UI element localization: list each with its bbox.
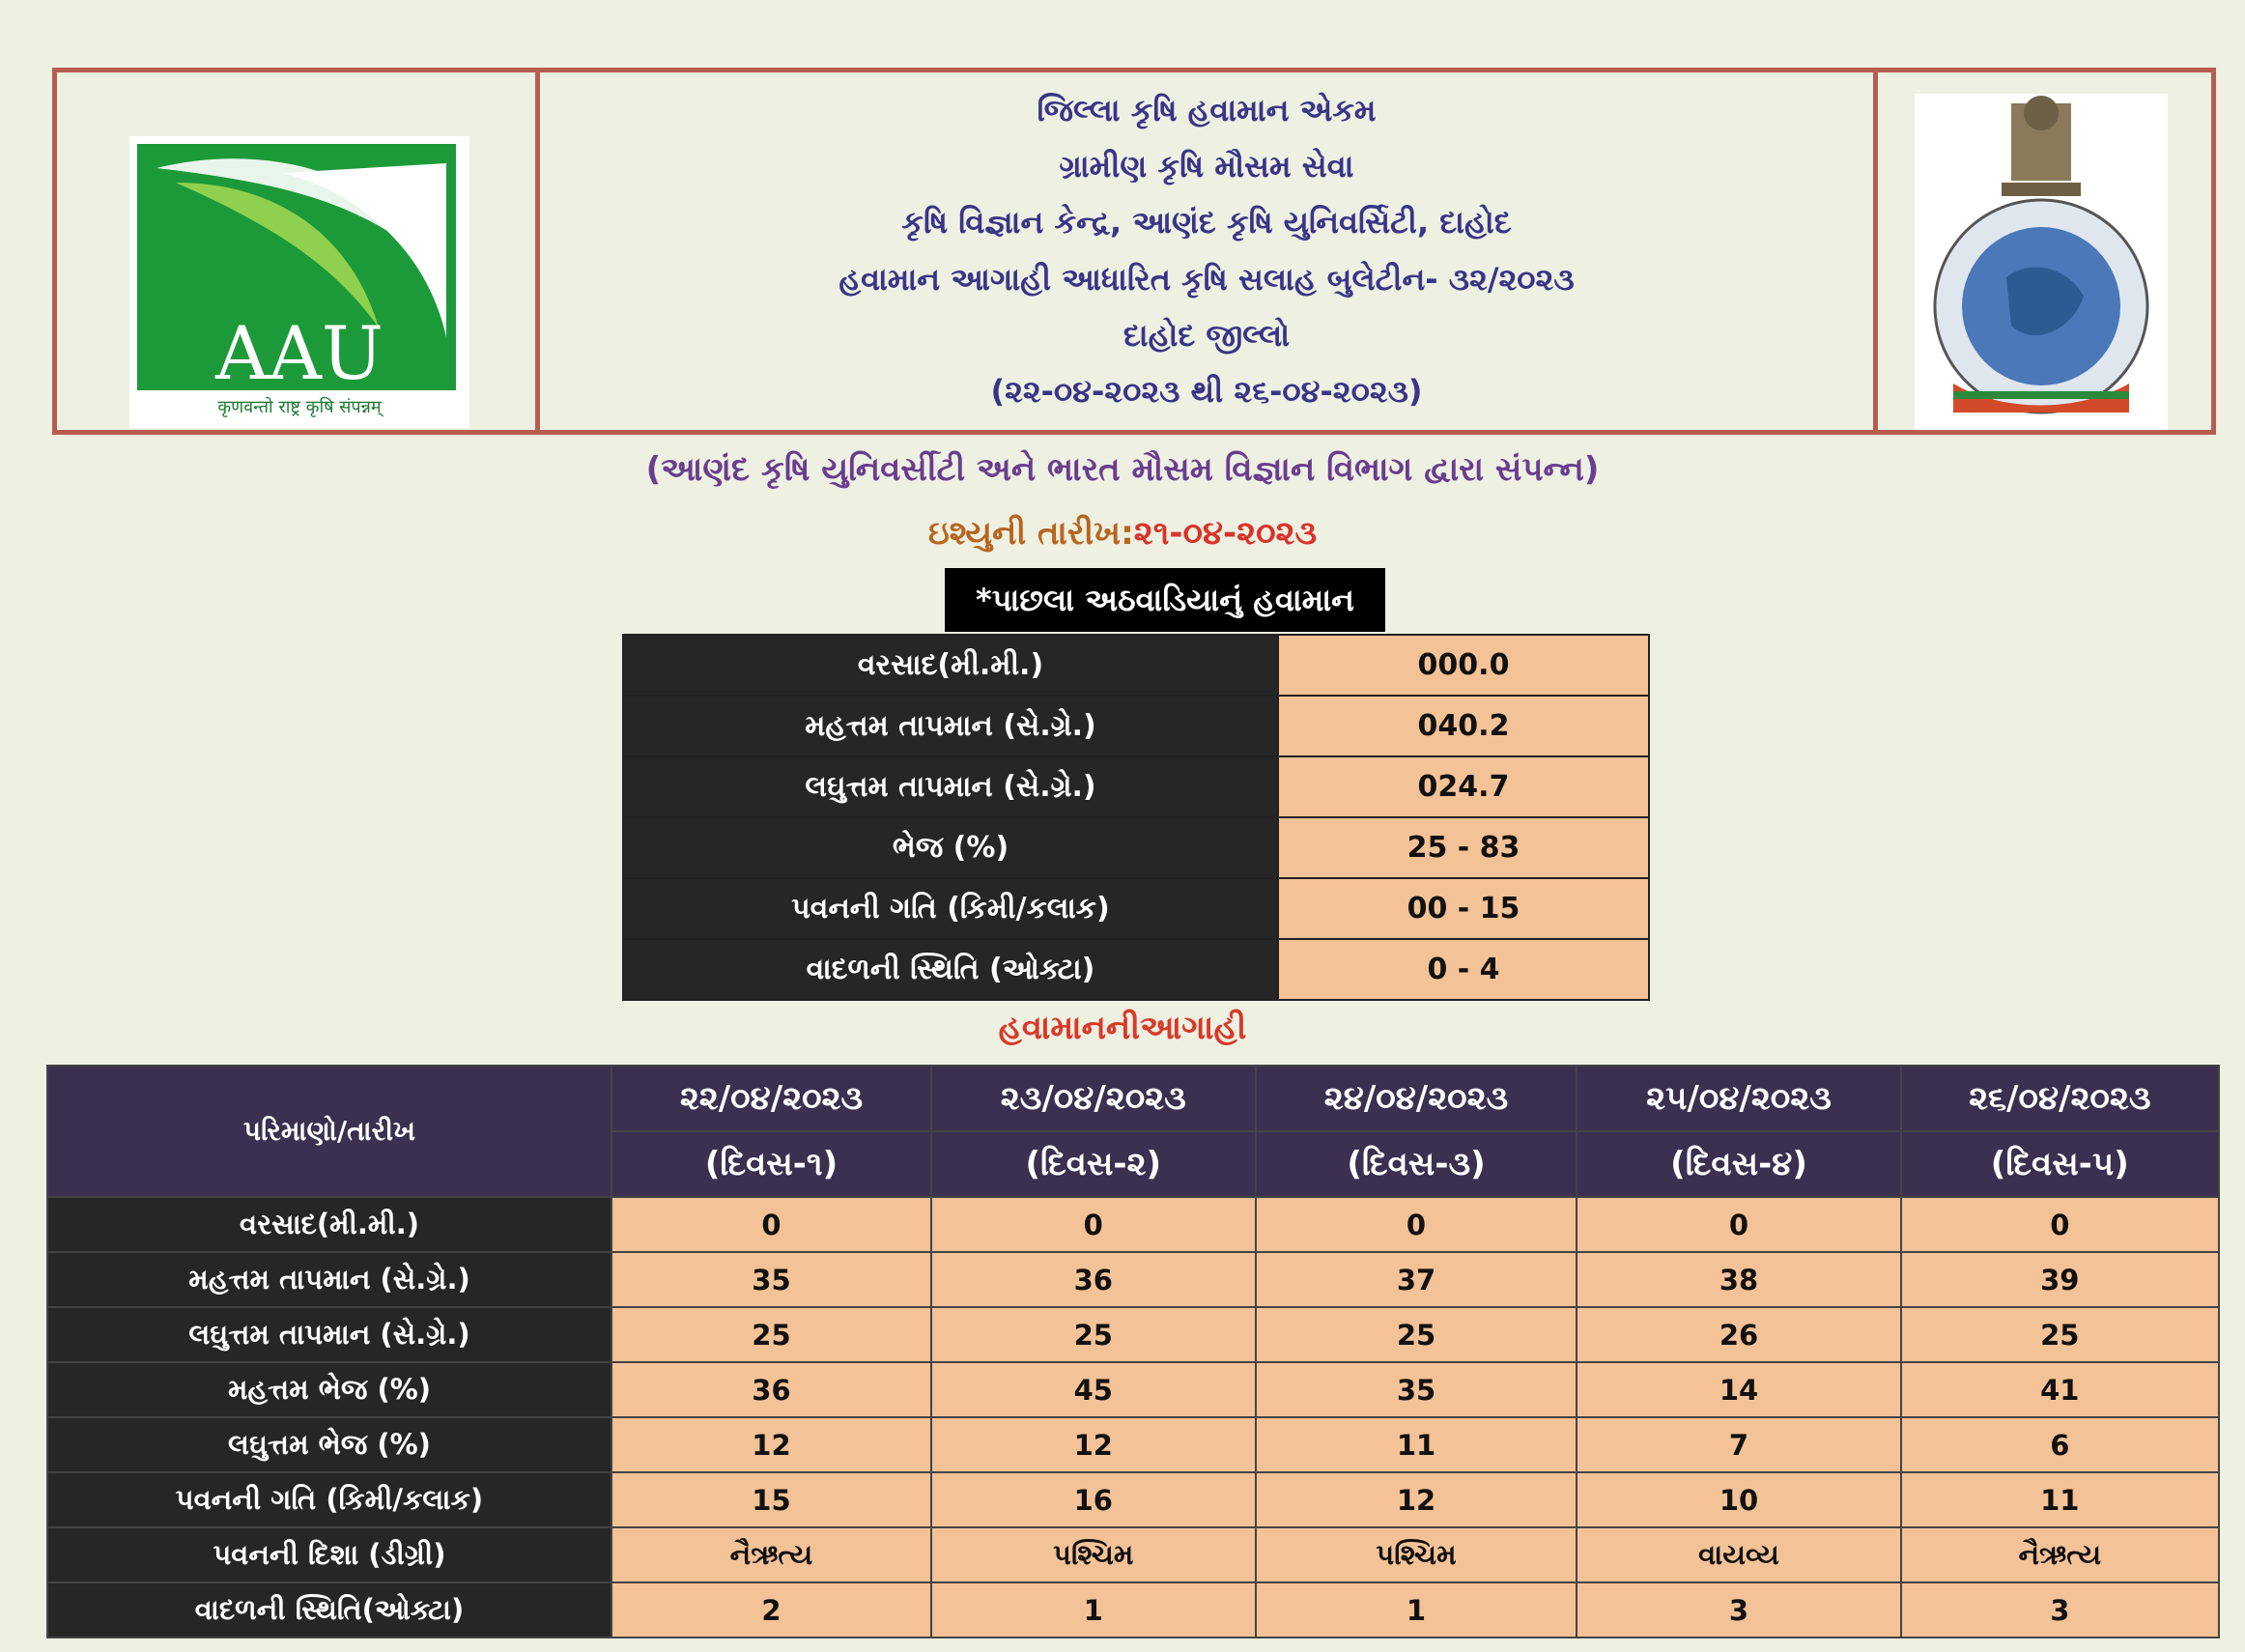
- forecast-cell: નૈઋત્ય: [611, 1527, 931, 1582]
- aau-logo: [129, 136, 469, 428]
- forecast-cell: 3: [1577, 1582, 1900, 1638]
- forecast-cell: 16: [931, 1472, 1256, 1527]
- collaboration-subtitle: (આણંદ કૃષિ યુનિવર્સીટી અને ભારત મૌસમ વિજ્ઞાન વિભાગ દ્વારા સંપન્ન): [645, 450, 1600, 489]
- forecast-day-2: (દિવસ-૨): [931, 1131, 1256, 1197]
- past-week-value: 040.2: [1278, 696, 1649, 756]
- forecast-cell: વાયવ્ય: [1577, 1527, 1900, 1582]
- forecast-day-4: (દિવસ-૪): [1577, 1131, 1900, 1197]
- header-line-4: હવામાન આગાહી આધારિત કૃષિ સલાહ બુલેટીન- ૩૨/૨૦૨૩: [838, 260, 1575, 298]
- forecast-cell: 15: [611, 1472, 931, 1527]
- forecast-cell: 25: [1256, 1307, 1577, 1362]
- forecast-day-3: (દિવસ-૩): [1256, 1131, 1577, 1197]
- header-left-cell: [57, 72, 540, 430]
- header-line-5: દાહોદ જીલ્લો: [1122, 316, 1291, 354]
- past-week-label: મહત્તમ તાપમાન (સે.ગ્રે.): [623, 696, 1278, 756]
- forecast-cell: 0: [1901, 1197, 2219, 1252]
- forecast-cell: 0: [611, 1197, 931, 1252]
- forecast-row: [47, 1362, 2219, 1417]
- imd-logo: [1915, 94, 2168, 430]
- forecast-cell: 41: [1901, 1362, 2219, 1417]
- forecast-cell: 12: [1256, 1472, 1577, 1527]
- forecast-param-label: મહત્તમ તાપમાન (સે.ગ્રે.): [47, 1252, 611, 1307]
- forecast-cell: 25: [931, 1307, 1256, 1362]
- past-week-value: 00 - 15: [1278, 878, 1649, 939]
- forecast-param-label: પવનની દિશા (ડીગ્રી): [47, 1527, 611, 1582]
- past-week-value: 000.0: [1278, 635, 1649, 696]
- forecast-cell: 1: [1256, 1582, 1577, 1638]
- imd-emblem-icon: [1915, 94, 2168, 430]
- forecast-cell: પશ્ચિમ: [931, 1527, 1256, 1582]
- forecast-cell: 35: [1256, 1362, 1577, 1417]
- forecast-row: [47, 1582, 2219, 1638]
- past-week-row: [623, 696, 1649, 756]
- forecast-cell: 38: [1577, 1252, 1900, 1307]
- aau-logo-motto: कृणवन्तो राष्ट्र कृषि संपन्नम्: [217, 397, 382, 417]
- past-week-row: [623, 939, 1649, 1000]
- header-line-2: ગ્રામીણ કૃષિ મૌસમ સેવા: [1059, 147, 1354, 185]
- aau-logo-text: AAU: [215, 310, 384, 396]
- forecast-day-1: (દિવસ-૧): [611, 1131, 931, 1197]
- forecast-cell: 10: [1577, 1472, 1900, 1527]
- forecast-row: [47, 1417, 2219, 1472]
- forecast-row: [47, 1307, 2219, 1362]
- forecast-cell: 2: [611, 1582, 931, 1638]
- forecast-date-3: ૨૪/૦૪/૨૦૨૩: [1256, 1066, 1577, 1131]
- forecast-cell: 25: [1901, 1307, 2219, 1362]
- forecast-cell: 37: [1256, 1252, 1577, 1307]
- forecast-cell: 35: [611, 1252, 931, 1307]
- forecast-param-label: વરસાદ(મી.મી.): [47, 1197, 611, 1252]
- header-line-3: કૃષિ વિજ્ઞાન કેન્દ્ર, આણંદ કૃષિ યુનિવર્સિટી, દાહોદ: [901, 204, 1512, 242]
- past-week-value: 25 - 83: [1278, 817, 1649, 878]
- forecast-day-5: (દિવસ-૫): [1901, 1131, 2219, 1197]
- header-line-6: (૨૨-૦૪-૨૦૨૩ થી ૨૬-૦૪-૨૦૨૩): [990, 373, 1423, 411]
- forecast-cell: 26: [1577, 1307, 1900, 1362]
- forecast-date-1: ૨૨/૦૪/૨૦૨૩: [611, 1066, 931, 1131]
- forecast-cell: 0: [1256, 1197, 1577, 1252]
- forecast-cell: 25: [611, 1307, 931, 1362]
- issue-date-value: ૨૧-૦૪-૨૦૨૩: [1133, 514, 1318, 553]
- forecast-row: [47, 1527, 2219, 1582]
- past-week-row: [623, 878, 1649, 939]
- forecast-date-5: ૨૬/૦૪/૨૦૨૩: [1901, 1066, 2219, 1131]
- past-week-row: [623, 756, 1649, 817]
- forecast-cell: 3: [1901, 1582, 2219, 1638]
- forecast-param-label: લઘુત્તમ ભેજ (%): [47, 1417, 611, 1472]
- forecast-cell: 39: [1901, 1252, 2219, 1307]
- past-week-value: 0 - 4: [1278, 939, 1649, 1000]
- header-right-cell: [1873, 72, 2211, 430]
- forecast-cell: 1: [931, 1582, 1256, 1638]
- header-title-block: [540, 72, 1873, 430]
- past-week-label: ભેજ (%): [623, 817, 1278, 878]
- forecast-table: [46, 1065, 2220, 1638]
- forecast-date-row: [47, 1066, 2219, 1131]
- forecast-cell: પશ્ચિમ: [1256, 1527, 1577, 1582]
- forecast-param-label: પવનની ગતિ (કિમી/કલાક): [47, 1472, 611, 1527]
- past-week-table: [622, 634, 1650, 1001]
- forecast-cell: 6: [1901, 1417, 2219, 1472]
- forecast-cell: 11: [1256, 1417, 1577, 1472]
- forecast-cell: 11: [1901, 1472, 2219, 1527]
- forecast-cell: 14: [1577, 1362, 1900, 1417]
- forecast-cell: 45: [931, 1362, 1256, 1417]
- forecast-param-label: લઘુત્તમ તાપમાન (સે.ગ્રે.): [47, 1307, 611, 1362]
- past-week-value: 024.7: [1278, 756, 1649, 817]
- forecast-row: [47, 1197, 2219, 1252]
- forecast-title: હવામાનનીઆગાહી: [998, 1009, 1247, 1047]
- forecast-cell: 0: [931, 1197, 1256, 1252]
- forecast-cell: 36: [931, 1252, 1256, 1307]
- past-week-label: લઘુત્તમ તાપમાન (સે.ગ્રે.): [623, 756, 1278, 817]
- forecast-row: [47, 1472, 2219, 1527]
- forecast-param-label: મહત્તમ ભેજ (%): [47, 1362, 611, 1417]
- forecast-row: [47, 1252, 2219, 1307]
- forecast-date-4: ૨૫/૦૪/૨૦૨૩: [1577, 1066, 1900, 1131]
- past-week-row: [623, 635, 1649, 696]
- forecast-param-label: વાદળની સ્થિતિ(ઓક્ટા): [47, 1582, 611, 1638]
- past-week-title: *પાછલા અઠવાડિયાનું હવામાન: [945, 568, 1385, 632]
- forecast-cell: 36: [611, 1362, 931, 1417]
- forecast-cell: 12: [931, 1417, 1256, 1472]
- issue-date-label: ઇશ્યુની તારીખ:: [927, 514, 1134, 553]
- header-line-1: જિલ્લા કૃષિ હવામાન એકમ: [1037, 91, 1377, 128]
- past-week-label: વાદળની સ્થિતિ (ઓક્ટા): [623, 939, 1278, 1000]
- past-week-row: [623, 817, 1649, 878]
- bulletin-header: [52, 68, 2216, 435]
- forecast-date-2: ૨૩/૦૪/૨૦૨૩: [931, 1066, 1256, 1131]
- past-week-label: પવનની ગતિ (કિમી/કલાક): [623, 878, 1278, 939]
- param-header: પરિમાણો/તારીખ: [47, 1066, 611, 1197]
- forecast-cell: નૈઋત્ય: [1901, 1527, 2219, 1582]
- past-week-label: વરસાદ(મી.મી.): [623, 635, 1278, 696]
- forecast-cell: 7: [1577, 1417, 1900, 1472]
- forecast-cell: 12: [611, 1417, 931, 1472]
- issue-date-line: [0, 514, 2245, 553]
- forecast-cell: 0: [1577, 1197, 1900, 1252]
